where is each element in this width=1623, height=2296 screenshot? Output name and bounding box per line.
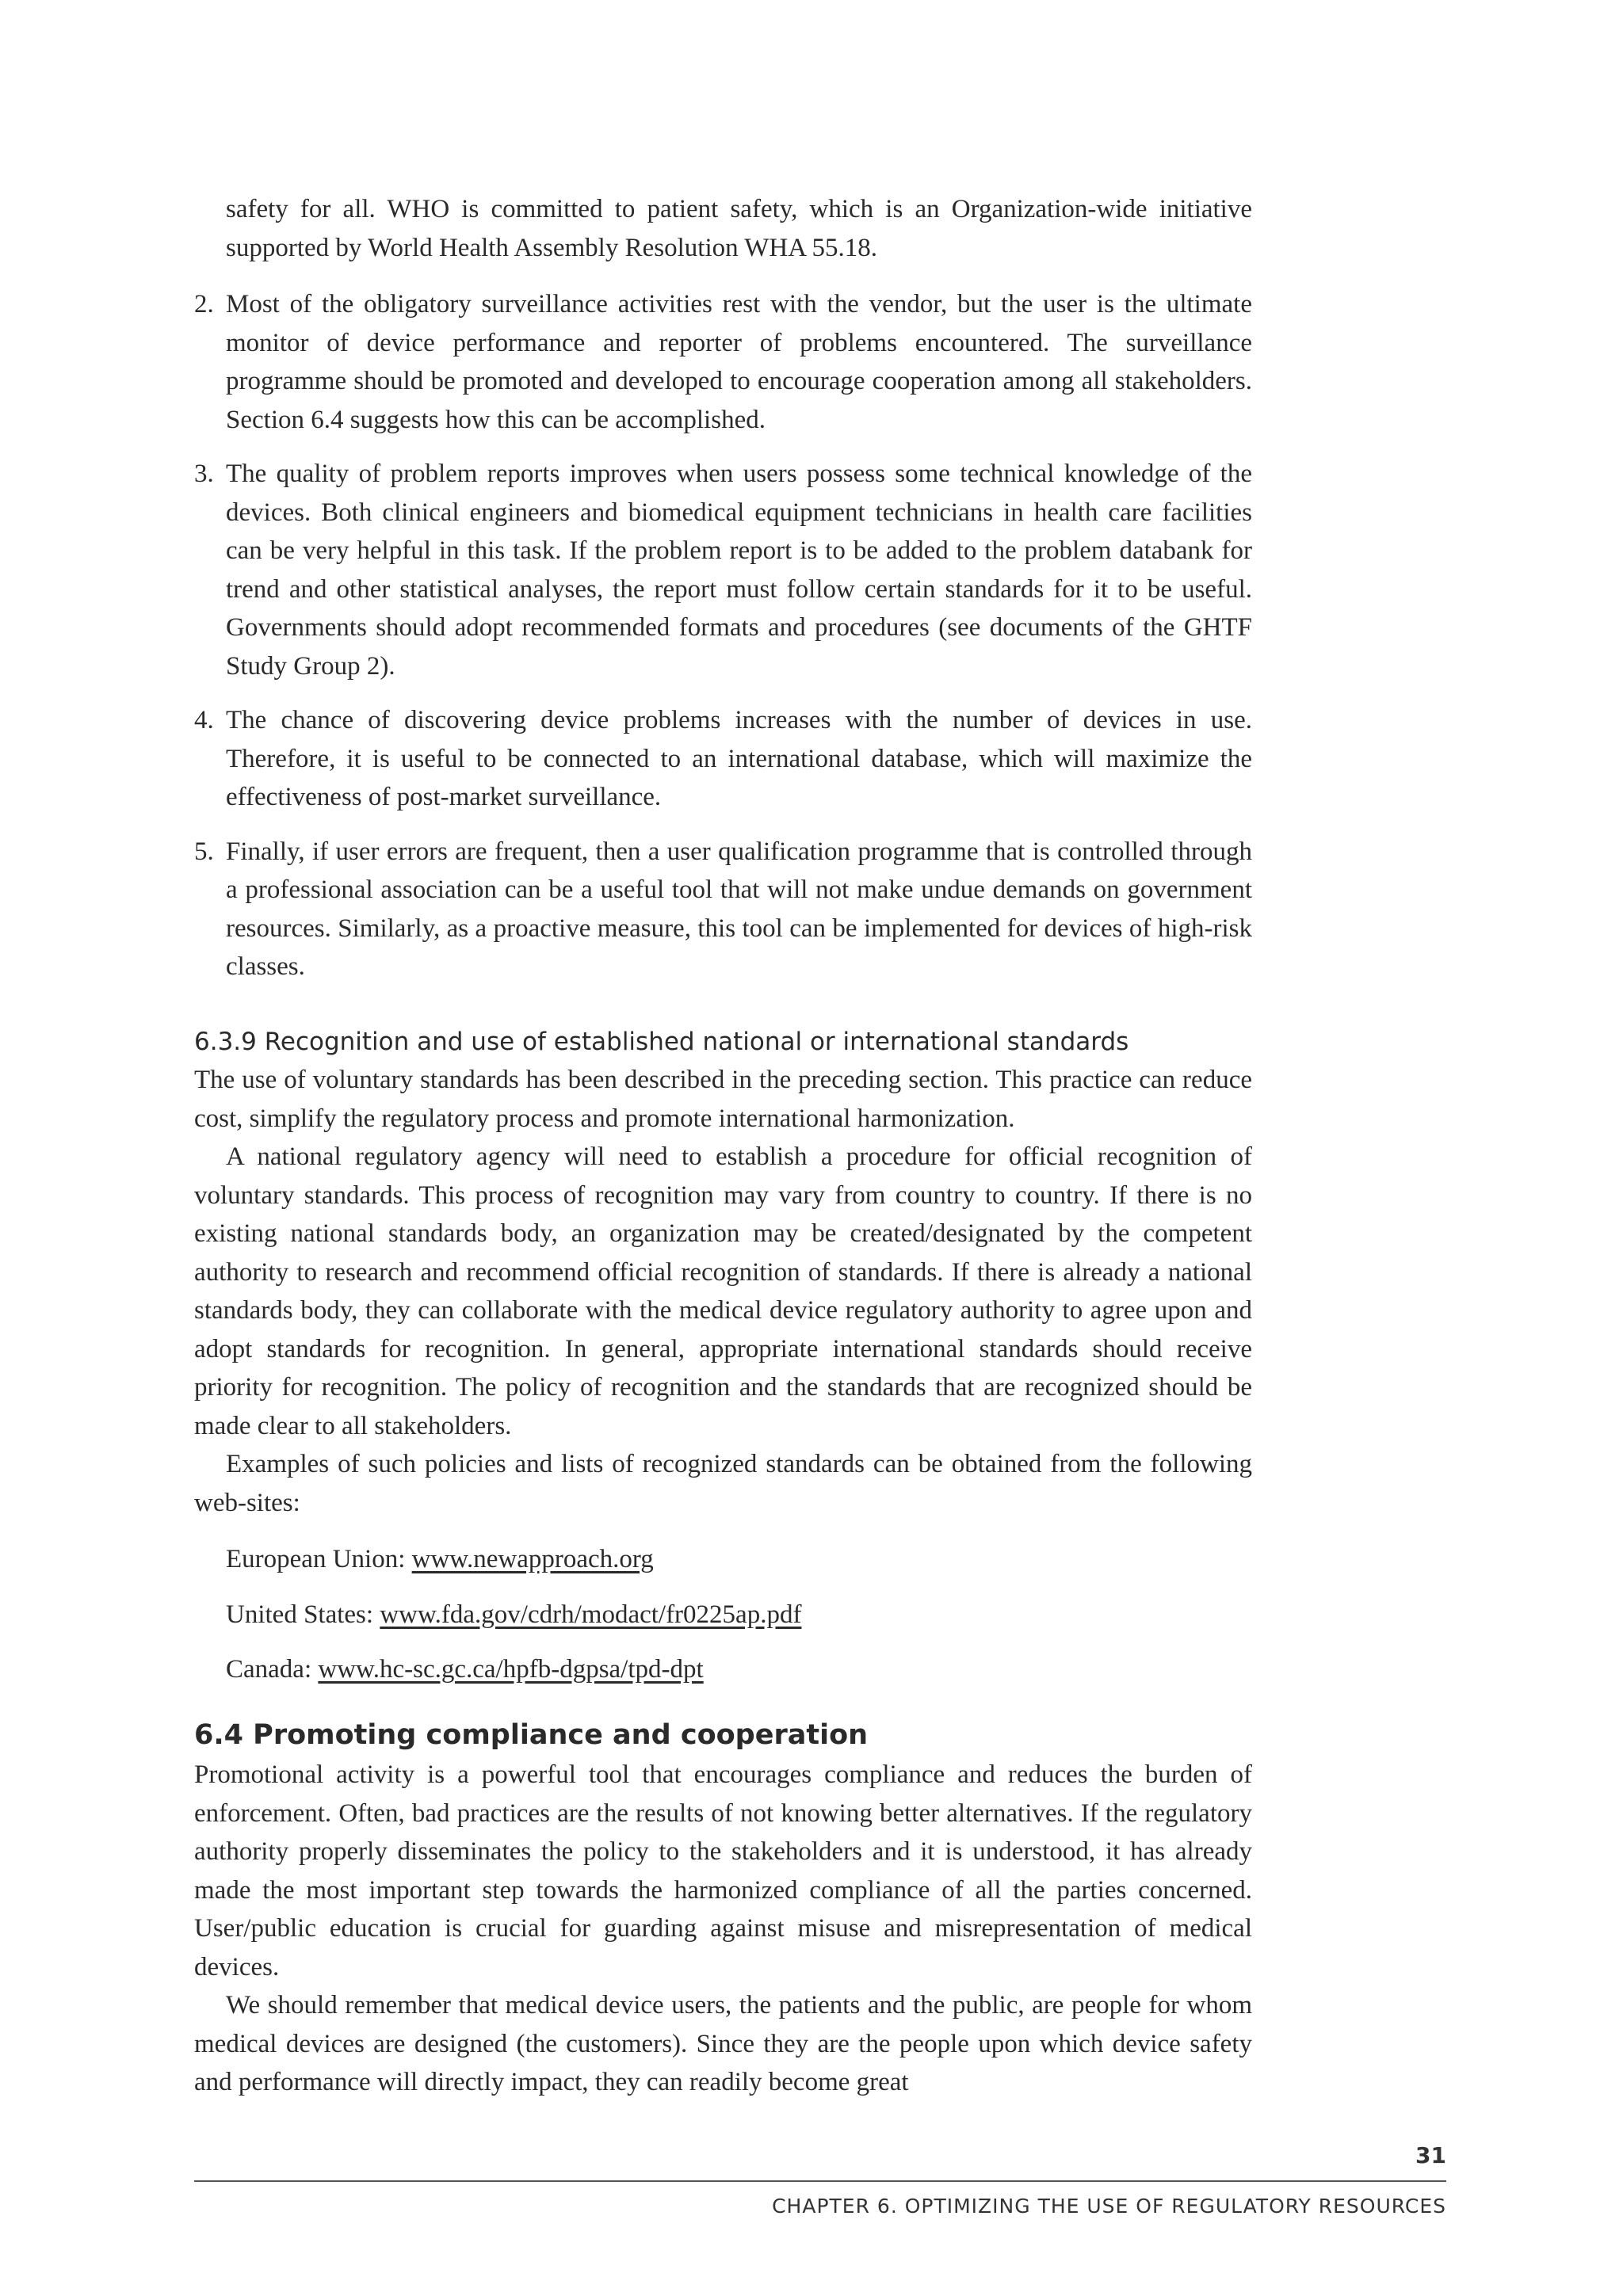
- chapter-footer: CHAPTER 6. OPTIMIZING THE USE OF REGULATORY RESOURCES: [772, 2195, 1446, 2218]
- section-6-3-9-body: [194, 1061, 1252, 1522]
- list-item-text: Most of the obligatory surveillance activities rest with the vendor, but the user is the ultimate monitor of device performance and reporter of problems encountered. The surveillance programme should be promoted and developed to encourage cooperation among all stakeholders. Section 6.4 suggests how this can be accomplished.: [226, 290, 1252, 434]
- list-item-number: 5.: [194, 837, 214, 866]
- paragraph: A national regulatory agency will need to establish a procedure for official recognition of voluntary standards. This process of recognition may vary from country to country. If there is no existing national standards body, an organization may be created/designated by the competent authority to research and recommend official recognition of standards. If there is already a national standards body, they can collaborate with the medical device regulatory authority to agree upon and adopt standards for recognition. In general, appropriate international standards should receive priority for recognition. The policy of recognition and the standards that are recognized should be made clear to all stakeholders.: [194, 1142, 1252, 1440]
- list-item-text: Finally, if user errors are frequent, then a user qualification programme that is controlled through a professional association can be a useful tool that will not make undue demands on government resources. Similarly, as a proactive measure, this tool can be implemented for devices of high-risk classes.: [226, 837, 1252, 981]
- paragraph: Examples of such policies and lists of recognized standards can be obtained from the following web-sites:: [194, 1450, 1252, 1517]
- paragraph: The use of voluntary standards has been described in the preceding section. This practice can reduce cost, simplify the regulatory process and promote international harmonization.: [194, 1066, 1252, 1133]
- website-label: Canada:: [226, 1655, 312, 1684]
- list-item-number: 2.: [194, 290, 214, 318]
- list-item: [194, 285, 1252, 439]
- website-entry-canada: [226, 1650, 801, 1689]
- list-item-text: The quality of problem reports improves when users possess some technical knowledge of the devices. Both clinical engineers and biomedical equipment technicians in health care facilities can be very helpful in this task. If the problem report is to be added to the problem databank for trend and other statistical analyses, the report must follow certain standards for it to be useful. Governments should adopt recommended formats and procedures (see documents of the GHTF Study Group 2).: [226, 460, 1252, 681]
- list-item-number: 3.: [194, 460, 214, 488]
- website-list: [226, 1540, 801, 1706]
- list-item: [194, 833, 1252, 986]
- website-label: European Union:: [226, 1545, 406, 1573]
- section-heading-6-3-9: 6.3.9 Recognition and use of established national or international standards: [194, 1028, 1129, 1056]
- numbered-list: [194, 285, 1252, 1002]
- section-heading-6-4: 6.4 Promoting compliance and cooperation: [194, 1719, 869, 1751]
- list-item: [194, 455, 1252, 685]
- paragraph: Promotional activity is a powerful tool that encourages compliance and reduces the burden of enforcement. Often, bad practices are the results of not knowing better alternatives. If the regulatory authority properly disseminates the policy to the stakeholders and it is understood, it has already made the most important step towards the harmonized compliance of all the parties concerned. User/public education is crucial for guarding against misuse and misrepresentation of medical devices.: [194, 1760, 1252, 1981]
- website-link-canada[interactable]: www.hc-sc.gc.ca/hpfb-dgpsa/tpd-dpt: [318, 1655, 704, 1684]
- section-6-4-body: [194, 1756, 1252, 2102]
- website-link-us[interactable]: www.fda.gov/cdrh/modact/fr0225ap.pdf: [380, 1600, 802, 1629]
- paragraph: We should remember that medical device users, the patients and the public, are people for whom medical devices are designed (the customers). Since they are the people upon which device safety and performance will directly impact, they can readily become great: [194, 1991, 1252, 2096]
- list-item-number: 4.: [194, 706, 214, 734]
- website-entry-us: [226, 1596, 801, 1634]
- intro-continuation: safety for all. WHO is committed to patient safety, which is an Organization-wide initiative supported by World Health Assembly Resolution WHA 55.18.: [226, 195, 1252, 262]
- list-item-text: The chance of discovering device problems increases with the number of devices in use. Therefore, it is useful to be connected to an international database, which will maximize the effectiveness of post-market surveillance.: [226, 706, 1252, 811]
- website-link-eu[interactable]: www.newapproach.org: [411, 1545, 654, 1573]
- website-entry-eu: [226, 1540, 801, 1579]
- footer-divider: [194, 2180, 1446, 2182]
- list-item: [194, 701, 1252, 817]
- page-number: 31: [1415, 2142, 1446, 2168]
- website-label: United States:: [226, 1600, 374, 1629]
